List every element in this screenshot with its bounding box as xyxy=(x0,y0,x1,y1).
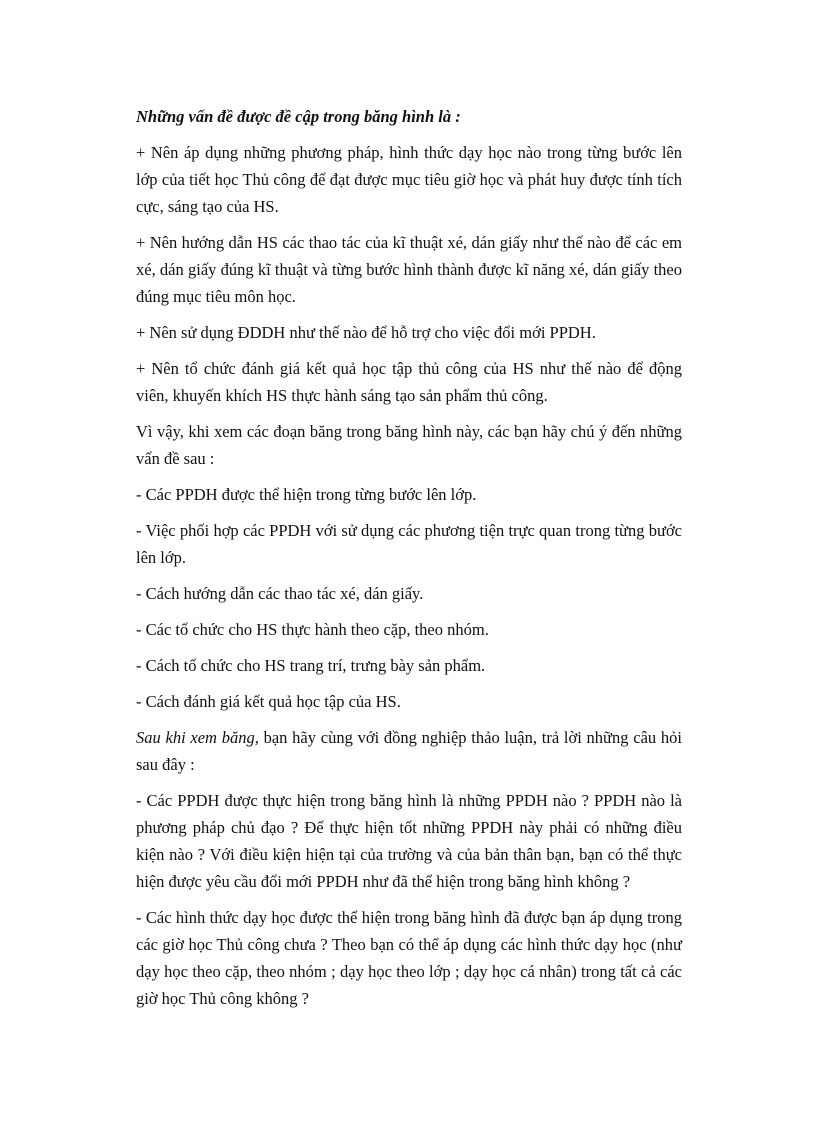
document-page xyxy=(136,103,682,1021)
list-item-ppdh-steps: - Các PPDH được thể hiện trong từng bước lên lớp. xyxy=(136,485,477,504)
paragraph-tearing-technique: + Nên hướng dẫn HS các thao tác của kĩ thuật xé, dán giấy như thế nào để các em xé, dán giấy đúng kĩ thuật và từng bước hình thành được kĩ năng xé, dán giấy theo đúng mục tiêu môn học. xyxy=(136,233,682,306)
list-item-evaluation: - Cách đánh giá kết quả học tập của HS. xyxy=(136,692,401,711)
after-viewing-italic: Sau khi xem băng, xyxy=(136,728,259,747)
paragraph-assessment: + Nên tổ chức đánh giá kết quả học tập thủ công của HS như thế nào để động viên, khuyến khích HS thực hành sáng tạo sản phẩm thủ công. xyxy=(136,359,682,405)
section-heading: Những vấn đề được đề cập trong băng hình là : xyxy=(136,107,461,126)
list-item-product-display: - Cách tổ chức cho HS trang trí, trưng bày sản phẩm. xyxy=(136,656,486,675)
paragraph-attention-intro: Vì vậy, khi xem các đoạn băng trong băng hình này, các bạn hãy chú ý đến những vấn đề sau : xyxy=(136,422,682,468)
paragraph-after-viewing xyxy=(136,724,682,778)
after-viewing-text: bạn hãy cùng với đồng nghiệp thảo luận, trả lời những câu hỏi sau đây : xyxy=(136,728,682,774)
list-item-visual-aids: - Việc phối hợp các PPDH với sử dụng các phương tiện trực quan trong từng bước lên lớp. xyxy=(136,521,682,567)
question-teaching-forms: - Các hình thức dạy học được thể hiện trong băng hình đã được bạn áp dụng trong các giờ học Thủ công chưa ? Theo bạn có thể áp dụng các hình thức dạy học (như dạy học theo cặp, theo nhóm ; dạy học theo lớp ; dạy học cá nhân) trong tất cả các giờ học Thủ công không ? xyxy=(136,908,682,1008)
list-item-pair-group-practice: - Các tổ chức cho HS thực hành theo cặp, theo nhóm. xyxy=(136,620,489,639)
question-ppdh: - Các PPDH được thực hiện trong băng hình là những PPDH nào ? PPDH nào là phương pháp chủ đạo ? Để thực hiện tốt những PPDH này phải có những điều kiện nào ? Với điều kiện hiện tại của trường và của bản thân bạn, bạn có thể thực hiện được yêu cầu đổi mới PPDH như đã thể hiện trong băng hình không ? xyxy=(136,791,682,891)
paragraph-teaching-aids: + Nên sử dụng ĐDDH như thế nào để hỗ trợ cho việc đổi mới PPDH. xyxy=(136,323,596,342)
paragraph-teaching-methods: + Nên áp dụng những phương pháp, hình thức dạy học nào trong từng bước lên lớp của tiết học Thủ công để đạt được mục tiêu giờ học và phát huy được tính tích cực, sáng tạo của HS. xyxy=(136,143,682,216)
list-item-tearing-guidance: - Cách hướng dẫn các thao tác xé, dán giấy. xyxy=(136,584,424,603)
